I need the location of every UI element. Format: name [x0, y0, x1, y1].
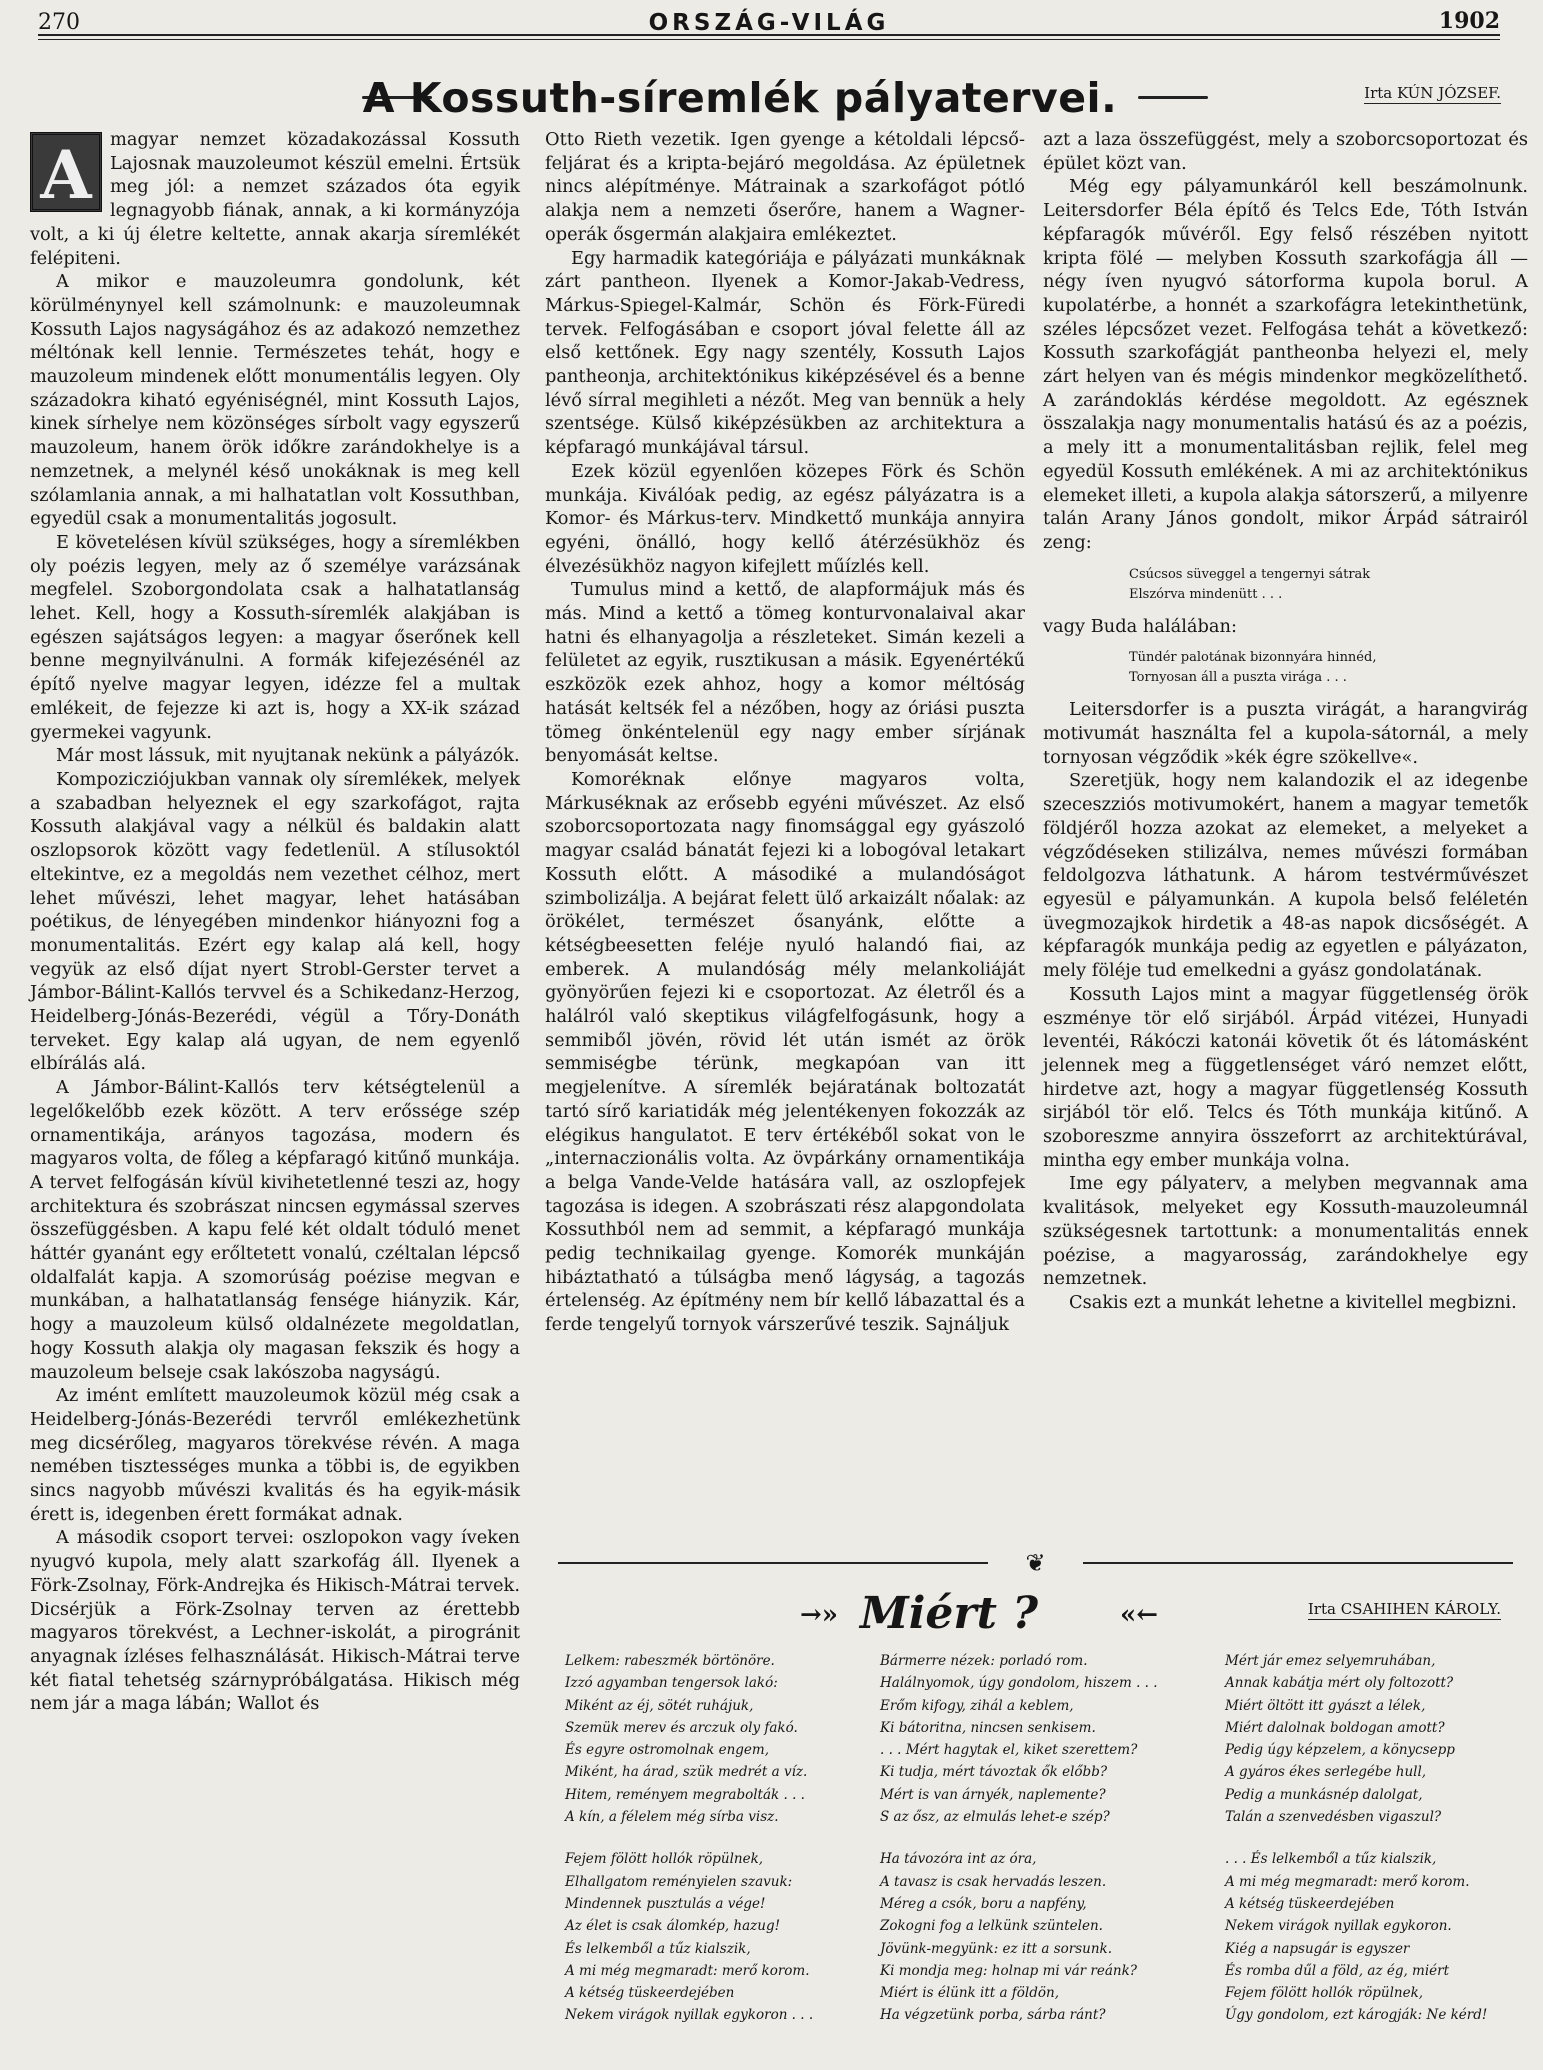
- verse-line: Tornyosan áll a puszta virága . . .: [1129, 670, 1347, 686]
- poem-line: Mért is van árnyék, naplemente?: [880, 1786, 1106, 1803]
- poem-line: Fejem fölött hollók röpülnek,: [1225, 1985, 1424, 2002]
- poem-line: És lelkemből a tűz kialszik,: [565, 1940, 751, 1957]
- verse-intro: vagy Buda halálában:: [1043, 615, 1237, 637]
- poem-line: Méreg a csók, boru a napfény,: [880, 1895, 1087, 1912]
- paragraph: A Jámbor-Bálint-Kallós terv kétségtelenül a legelőkelőbb ezek között. A terv erőssége szép ornamentikája, arányos tagozása, modern és magyaros volta, de főleg a képfaragó kitűnő munkája. A tervet felfogásán kívül kivihetetlenné teszi az, hogy architektura és szobrászat nincsen egymással szerves összefüggésben. A kapu felé két oldalt tóduló menet háttér gyanánt egy erőltetett vonalú, czéltalan lépcső oldalfalát kapja. A szomorúság poézise megvan e munkában, a halhatatlanság fensége hiányzik. Kár, hogy a mauzoleum külső oldalnézete megoldatlan, hogy Kossuth alakja oly magasan fekszik és hogy a mauzoleum belseje csak lakószoba nagyságú.: [30, 1077, 520, 1383]
- stanza-gap: [880, 1828, 1180, 1848]
- poem-line: Pedig a munkásnép dalolgat,: [1225, 1786, 1423, 1803]
- poem-line: Szemük merev és arczuk oly fakó.: [565, 1719, 798, 1736]
- paragraph: Ezek közül egyenlően közepes Förk és Schön munkája. Kiválóak pedig, az egész pályázatra is a Komor- és Márkus-terv. Mindkettő munkája annyira egyéni, önálló, hogy kellő átérzésükhöz és élvezésükhöz nagyon kifejlett műízlés kell.: [545, 460, 1025, 577]
- paragraph: Ime egy pályaterv, a melyben megvannak ama kvalitások, melyeket egy Kossuth-mauzoleumnál szükségesnek tartottunk: a monumentalitás ennek poézise, a magyarosság, zarándokhelye egy nemzetnek.: [1043, 1173, 1528, 1290]
- poem-line: Miért is élünk itt a földön,: [880, 1985, 1060, 2002]
- poem-line: Izzó agyamban tengersok lakó:: [565, 1675, 778, 1692]
- poem-line: A kétség tüskeerdejében: [1225, 1895, 1395, 1912]
- poem-line: Mért jár emez selyemruhában,: [1225, 1653, 1436, 1669]
- poem-line: Ki tudja, mért távoztak ők előbb?: [880, 1764, 1108, 1781]
- poem-line: Zokogni fog a lelkünk szüntelen.: [880, 1918, 1103, 1935]
- paragraph: Még egy pályamunkáról kell beszámolnunk. Leitersdorfer Béla építő és Telcs Ede, Tóth István képfaragók művéről. Egy felső részében nyitott kripta fölé — melyben Kossuth szarkofágja áll — négy íven nyugvó sátorforma kupola borul. A kupolatérbe, a honnét a szarkofágra letekinthetünk, széles lépcsőzet vezet. Felfogása tehát a következő: Kossuth szarkofágját pantheonba helyezi el, mely zárt helyen van és mégis mindenkor megközelíthető. A zarándoklás kérdése megoldott. Az egésznek összalakja nagy monumentalis hatású és az a poézis, a mely itt a monumentalitásban rejlik, felel meg egyedül Kossuth emlékének. A mi az architektónikus elemeket illeti, a kupola alakja sátorszerű, a milyenre talán Arany János gondolt, mikor Árpád sátrairól zeng:: [1043, 176, 1528, 553]
- poem-line: Nekem virágok nyillak egykoron.: [1225, 1918, 1452, 1935]
- poem-line: Ki mondja meg: holnap mi vár reánk?: [880, 1962, 1138, 1979]
- verse-line: Elszórva mindenütt . . .: [1129, 586, 1283, 602]
- poem-line: A kétség tüskeerdejében: [565, 1985, 735, 2002]
- poem-line: Halálnyomok, úgy gondolom, hiszem . . .: [880, 1675, 1158, 1692]
- poem-line: Lelkem: rabeszmék börtönöre.: [565, 1653, 775, 1669]
- poem-line: S az ősz, az elmulás lehet-e szép?: [880, 1809, 1110, 1826]
- paragraph: E követelésen kívül szükséges, hogy a síremlékben oly poézis legyen, mely az ő személye varázsának megfelel. Szoborgondolata csak a halhatatlanság lehet. Kell, hogy a Kossuth-síremlék alakjában is egészen sajátságos legyen: a magyar őserőnek kell benne megnyilvánulni. A formák kifejezésénél az építő nyelve magyar legyen, idézze fel a multak emlékeit, de fejezze ki azt is, hogy a XX-ik század gyermekei vagyunk.: [30, 531, 520, 743]
- paragraph: Otto Rieth vezetik. Igen gyenge a kétoldali lépcső-feljárat és a kripta-bejáró megoldása. Az épületnek nincs alépítménye. Mátrainak a szarkofágot pótló alakja nem a nemzeti őserőre, hanem a Wagner-operák ősgermán alakjaira emlékeztet.: [545, 129, 1025, 245]
- poem-line: Annak kabátja mért oly foltozott?: [1225, 1675, 1454, 1692]
- poem-line: A mi még megmaradt: merő korom.: [1225, 1873, 1470, 1890]
- ornament-line-right: [1083, 1562, 1513, 1564]
- paragraph: Tumulus mind a kettő, de alapformájuk más és más. Mind a kettő a tömeg konturvonalaival akar hatni és elhanyagolja a részleteket. Simán kezeli a felületet az egyik, rusztikusan a másik. Egyenértékű eszközök ezek ahhoz, hogy a komor méltóság hatását keltsék fel a nézőben, hogy az óriási puszta tömeg önkéntelenül egy nagy ember sírjának benyomását keltse.: [545, 579, 1025, 767]
- arrow-right-icon: →»: [800, 1600, 839, 1630]
- author-underline: [1308, 1619, 1501, 1620]
- poem-column-2: [880, 1650, 1180, 2027]
- poem-line: Ha végzetünk porba, sárba ránt?: [880, 2007, 1106, 2024]
- paragraph: A mikor e mauzoleumra gondolunk, két körülménynyel kell számolnunk: e mauzoleumnak Kossuth Lajos nagyságához és az adakozó nemzethez méltónak kell lennie. Természetes tehát, hogy e mauzoleum mindenek előtt monumentális legyen. Oly századokra kiható egyéniségnél, mint Kossuth Lajos, kinek sírhelye nem közönséges sírbolt vagy egyszerű mauzoleum, hanem örök időkre zarándokhelye is a nemzetnek, a melynél késő unokáknak is meg kell szólamlania annak, a mi halhatatlan volt Kossuthban, egyedül csak a monumentalitás jogosult.: [30, 271, 520, 530]
- poem-line: Nekem virágok nyillak egykoron . . .: [565, 2007, 814, 2024]
- quoted-verse-1: [1129, 565, 1528, 605]
- dropcap: A: [30, 132, 102, 212]
- poem-line: A kín, a félelem még sírba visz.: [565, 1809, 779, 1826]
- author-underline: [1364, 103, 1501, 104]
- header-rule-top: [38, 34, 1500, 36]
- poem-line: Jövünk-megyünk: ez itt a sorsunk.: [880, 1940, 1113, 1957]
- stanza-gap: [565, 1828, 865, 1848]
- poem-line: Miért dalolnak boldogan amott?: [1225, 1719, 1445, 1736]
- poem-line: Ha távozóra int az óra,: [880, 1851, 1037, 1868]
- poem-column-1: [565, 1650, 865, 2027]
- poem-line: Talán a szenvedésben vigaszul?: [1225, 1809, 1442, 1826]
- poem-line: Miért öltött itt gyászt a lélek,: [1225, 1697, 1426, 1714]
- poem-line: Miként, ha árad, szük medrét a víz.: [565, 1764, 808, 1781]
- poem-column-3: [1225, 1650, 1525, 2027]
- paragraph: magyar nemzet közadakozással Kossuth Lajosnak mauzoleumot készül emelni. Értsük meg jól: a nemzet százados óta egyik legnagyobb fiának, annak, a ki kormányzója volt, a ki új életre keltette, annak akarja síremlékét felépiteni.: [30, 129, 520, 269]
- poem-line: Az élet is csak álomkép, hazug!: [565, 1918, 781, 1935]
- poem-title: Miért ?: [860, 1588, 1039, 1639]
- poem-line: A gyáros ékes serlegébe hull,: [1225, 1764, 1427, 1781]
- poem-line: Elhallgatom reményielen szavuk:: [565, 1873, 793, 1890]
- paragraph: Csakis ezt a munkát lehetne a kivitellel megbizni.: [1069, 1291, 1517, 1313]
- poem-line: Miként az éj, sötét ruhájuk,: [565, 1697, 754, 1714]
- article-title: A Kossuth-síremlék pályatervei.: [362, 74, 1118, 122]
- article-author: [1364, 84, 1501, 104]
- paragraph: Már most lássuk, mit nyujtanak nekünk a pályázók.: [56, 745, 520, 767]
- poem-line: Mindennek pusztulás a vége!: [565, 1895, 766, 1912]
- page-year: 1902: [1438, 8, 1500, 34]
- poem-line: Pedig úgy képzelem, a könycsepp: [1225, 1742, 1455, 1759]
- ornament-line-left: [558, 1562, 988, 1564]
- section-ornament: [558, 1548, 1513, 1578]
- poem-line: Úgy gondolom, ezt károgják: Ne kérd!: [1225, 2007, 1488, 2024]
- article-column-2: [545, 128, 1025, 1337]
- paragraph: Kompozicziójukban vannak oly síremlékek, melyek a szabadban helyeznek el egy szarkofágot, rajta Kossuth alakjával vagy a nélkül és baldakin alatt oszlopsorok között vagy fedetlenül. A stílusoktól eltekintve, ez a megoldás nem vezethet célhoz, mert lehet művészi, lehet magyar, lehet hatásában poétikus, de lényegében mindenkor hiányozni fog a monumentalitás. Ezért egy kalap alá kell, hogy vegyük az első díjat nyert Strobl-Gerster tervet a Jámbor-Bálint-Kallós tervvel és a Schikedanz-Herzog, Heidelberg-Jónás-Bezerédi, végül a Tőry-Donáth terveket. Egy kalap alá ugyan, de nem egyenlő elbírálás alá.: [30, 768, 520, 1075]
- quoted-verse-2: [1129, 648, 1528, 688]
- poem-line: . . . És lelkemből a tűz kialszik,: [1225, 1851, 1437, 1868]
- poem-line: És egyre ostromolnak engem,: [565, 1742, 769, 1759]
- poem-line: A mi még megmaradt: merő korom.: [565, 1962, 810, 1979]
- paragraph: A második csoport tervei: oszlopokon vagy íveken nyugvó kupola, mely alatt szarkofág áll. Ilyenek a Förk-Zsolnay, Förk-Andrejka és Hikisch-Mátrai tervek. Dicsérjük a Förk-Zsolnay terven az érettebb magyaros törekvést, a Lechner-iskolát, a pirogránit anyagnak ízléses felhasználását. Hikisch-Mátrai terve két fiatal tehetség szárnypróbálgatása. Hikisch még nem jár a maga lábán; Wallot és: [30, 1527, 520, 1715]
- paragraph: Az imént említett mauzoleumok közül még csak a Heidelberg-Jónás-Bezerédi tervről emlékezhetünk meg dicsérőleg, magyaros törekvése révén. A maga nemében tisztességes munka a többi is, de egyikben sincs nagyobb művészi kvalitás és ha egyik-másik érett is, idegenben érett formákat adnak.: [30, 1385, 520, 1525]
- article-column-1: [30, 128, 520, 1716]
- ornament-flourish-icon: ❦: [1025, 1549, 1046, 1577]
- poem-line: Hitem, reményem megrabolták . . .: [565, 1786, 805, 1803]
- paragraph: Kossuth Lajos mint a magyar függetlenség örök eszménye tör elő sirjából. Árpád vitézei, Hunyadi leventéi, Rákóczi katonái követik őt és látomásként jelennek meg a függetlenséget váró nemzet előtt, hirdetve azt, hogy a magyar függetlenség Kossuth sirjából tör elő. Telcs és Tóth munkája kitűnő. A szoboreszme annyira összeforrt az architektúrával, mintha egy ember munkája volna.: [1043, 983, 1528, 1171]
- paragraph: Egy harmadik kategóriája e pályázati munkáknak zárt pantheon. Ilyenek a Komor-Jakab-Vedress, Márkus-Spiegel-Kalmár, Schön és Förk-Füredi tervek. Felfogásában e csoport jóval felette áll az első kettőnek. Egy nagy szentély, Kossuth Lajos pantheonja, architektónikus kiképzésével és a benne lévő sírral megihleti a nézőt. Meg van bennük a hely szentsége. Külső kiképzésükben az architektura a képfaragó munkájával társul.: [545, 247, 1025, 459]
- poem-author-text: Irta CSAHIHEN KÁROLY.: [1307, 1600, 1501, 1618]
- poem-author: [1308, 1600, 1501, 1620]
- masthead-title: ORSZÁG-VILÁG: [648, 10, 890, 36]
- arrow-left-icon: «←: [1120, 1600, 1159, 1630]
- poem-line: Ki bátoritna, nincsen senkisem.: [880, 1719, 1096, 1736]
- poem-line: Fejem fölött hollók röpülnek,: [565, 1851, 764, 1868]
- header-rule-bottom: [38, 39, 1500, 40]
- poem-line: A tavasz is csak hervadás leszen.: [880, 1873, 1107, 1890]
- poem-line: Kiég a napsugár is egyszer: [1225, 1940, 1410, 1957]
- paragraph: Komoréknak előnye magyaros volta, Márkuséknak az erősebb egyéni művészet. Az első szoborcsoportozata nagy finomsággal egy gyászoló magyar család bánatát fejezi ki a lobogóval letakart Kossuth előtt. A másodiké a mulandóságot szimbolizálja. A bejárat felett ülő arkaizált nőalak: az örökélet, természet ősanyánk, előtte a kétségbeesetten feléje nyuló halandó fiai, az emberek. A mulandóság mély melankoliáját gyönyörűen fejezi ki e csoportozat. Az életről és a halálról való skeptikus világfelfogásunk, hogy a semmiből jövén, rövid lét után ismét az örök semmiségbe térünk, megkapóan van itt megjelenítve. A síremlék bejáratának boltozatát tartó sírő kariatidák még jelentékenyen fokozzák az elégikus hangulatot. E terv értékéből sokat von le „internaczionális volta. Az övpárkány ornamentikája a belga Vande-Velde hatására vall, az oszlopfejek tagozása is idegen. A szobrászati rész alapgondolata Kossuthból nem ad semmit, a képfaragó munkája pedig technikailag gyenge. Komorék munkáján hibáztatható a túlságba menő lágyság, a tagozás értelenség. Az építmény nem bír kellő lábazattal és a ferde tengelyű tornyok várszerűvé teszik. Sajnáljuk: [545, 768, 1025, 1336]
- paragraph: Leitersdorfer is a puszta virágát, a harangvirág motivumát használta fel a kupola-sátornál, a mely tornyosan végződik »kék égre szökellve«.: [1043, 699, 1528, 768]
- page-header: [38, 8, 1500, 34]
- stanza-gap: [1225, 1828, 1525, 1848]
- paragraph: azt a laza összefüggést, mely a szoborcsoportozat és épület közt van.: [1043, 129, 1528, 174]
- poem-line: És romba dűl a föld, az ég, miért: [1225, 1962, 1450, 1979]
- article-column-3: [1043, 128, 1528, 1315]
- verse-line: Tündér palotának bizonnyára hinnéd,: [1129, 650, 1377, 666]
- title-swash-right: [1138, 96, 1208, 99]
- poem-line: Bármerre nézek: porladó rom.: [880, 1653, 1088, 1669]
- verse-line: Csúcsos süveggel a tengernyi sátrak: [1129, 566, 1371, 582]
- article-author-text: Irta KÚN JÓZSEF.: [1364, 84, 1501, 102]
- poem-line: . . . Mért hagytak el, kiket szerettem?: [880, 1742, 1138, 1759]
- paragraph: Szeretjük, hogy nem kalandozik el az idegenbe szeceszziós motivumokért, hanem a magyar temetők földjéről hozza azokat az elemeket, a melyeket a végződéseken stilizálva, nemes művészi formában feldolgozva láthatunk. A három testvérművészet egyesül e pályamunkán. A kupola belső feléletén üvegmozajkok hirdetik a 48-as napok dicsőségét. A képfaragók munkája pedig az egyetlen e pályázaton, mely föléje tud emelkedni a gyász gondolatának.: [1043, 770, 1528, 982]
- page-number: 270: [38, 10, 80, 35]
- poem-line: Erőm kifogy, zihál a keblem,: [880, 1697, 1074, 1714]
